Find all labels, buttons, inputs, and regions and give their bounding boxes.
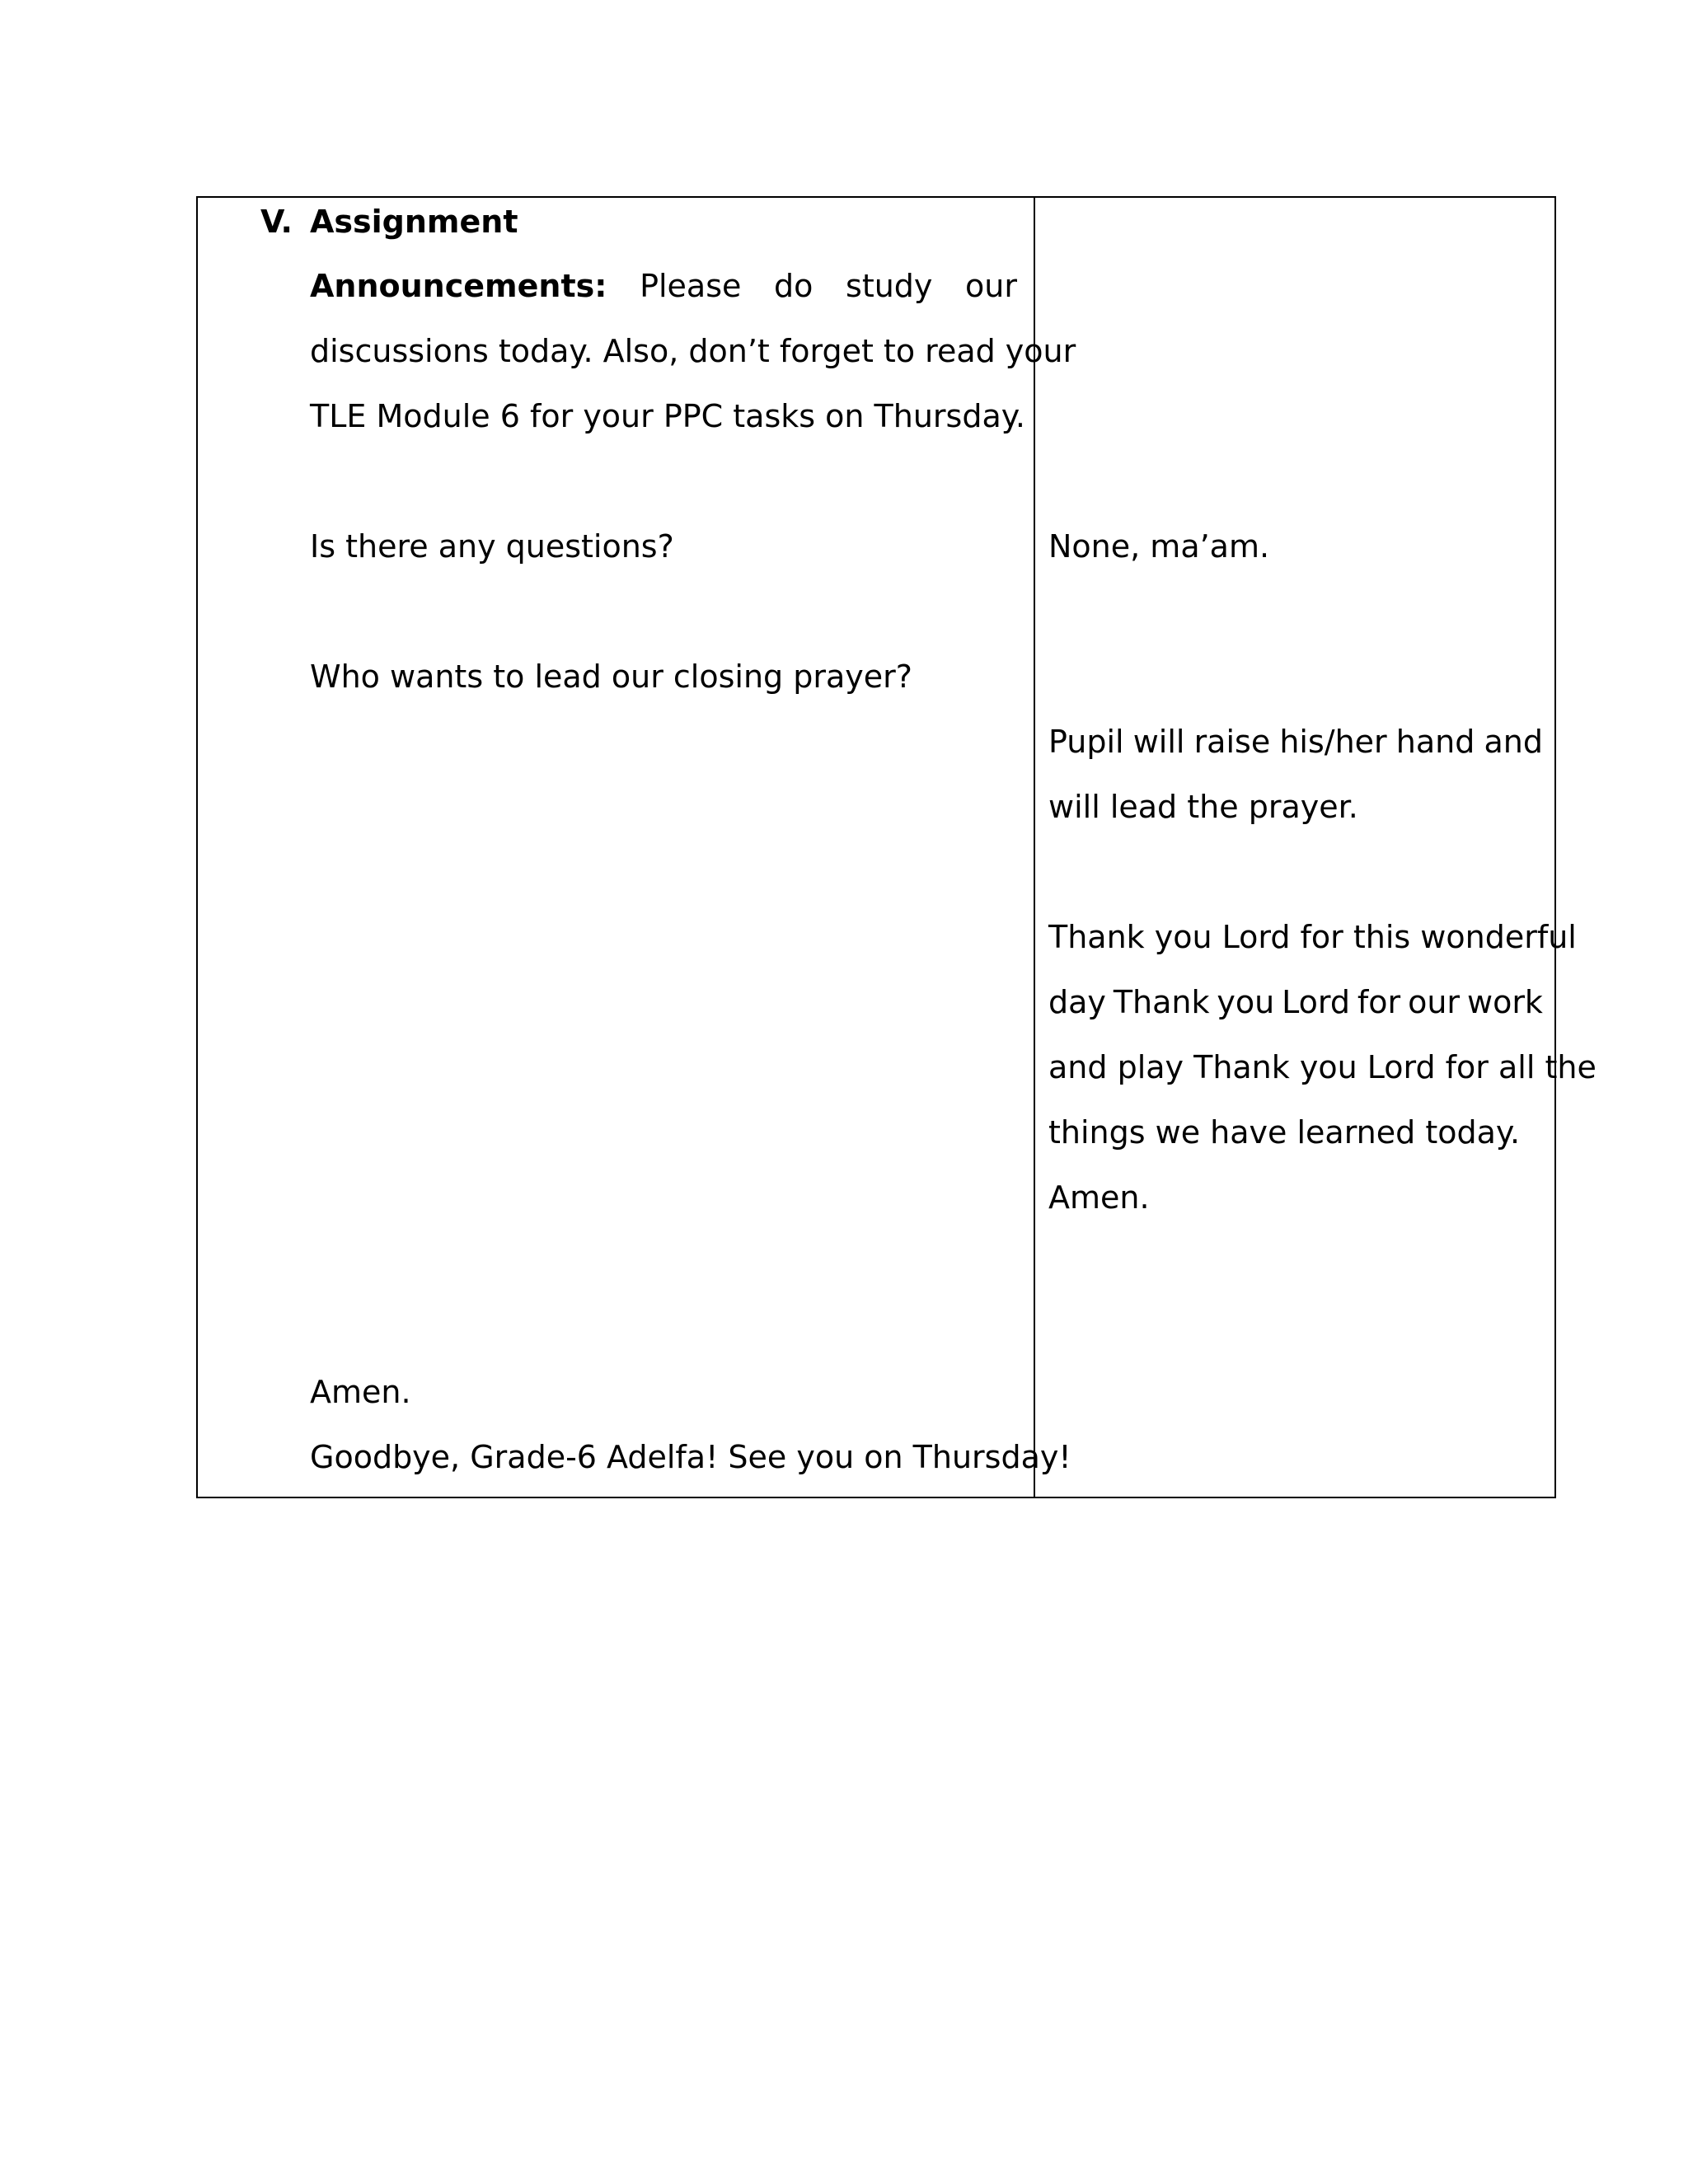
pupil-word: will <box>1132 724 1185 760</box>
pupil-answer: None, ma’am. <box>1048 528 1270 565</box>
pupil-action-line-2: will lead the prayer. <box>1048 789 1358 825</box>
section-title: Assignment <box>310 204 518 240</box>
column-divider <box>1034 198 1035 1497</box>
lesson-plan-table <box>196 196 1597 1498</box>
prayer-word: work <box>1466 984 1543 1020</box>
prayer-prompt: Who wants to lead our closing prayer? <box>310 658 912 695</box>
prayer-line-3: and play Thank you Lord for all the <box>1048 1049 1597 1085</box>
prayer-word: Lord <box>1282 984 1350 1020</box>
announcement-line-2: discussions today. Also, don’t forget to read your <box>310 333 1076 369</box>
announcement-word: study <box>846 268 933 304</box>
prayer-word: you <box>1217 984 1275 1020</box>
prayer-line-1: Thank you Lord for this wonderful <box>1048 919 1577 955</box>
prayer-line-4: things we have learned today. <box>1048 1114 1521 1151</box>
announcement-label: Announcements: <box>310 268 607 304</box>
section-numeral: V. <box>260 204 293 240</box>
pupil-word: hand <box>1395 724 1475 760</box>
prayer-word: our <box>1408 984 1461 1020</box>
announcement-line-1 <box>310 267 1017 305</box>
pupil-word: his/her <box>1279 724 1387 760</box>
pupil-word: raise <box>1193 724 1271 760</box>
announcement-word: our <box>965 268 1017 304</box>
prayer-word: day <box>1048 984 1106 1020</box>
announcement-word: do <box>774 268 814 304</box>
prayer-line-2 <box>1048 983 1543 1021</box>
amen-text: Amen. <box>310 1374 411 1410</box>
prayer-amen: Amen. <box>1048 1179 1150 1216</box>
announcement-word: Please <box>640 268 742 304</box>
question-text: Is there any questions? <box>310 528 674 565</box>
pupil-word: and <box>1484 724 1543 760</box>
prayer-word: Thank <box>1113 984 1210 1020</box>
pupil-action-line-1 <box>1048 723 1543 761</box>
prayer-word: for <box>1357 984 1401 1020</box>
pupil-word: Pupil <box>1048 724 1124 760</box>
goodbye-text: Goodbye, Grade-6 Adelfa! See you on Thursday! <box>310 1439 1071 1475</box>
announcement-line-3: TLE Module 6 for your PPC tasks on Thursday. <box>310 398 1025 434</box>
